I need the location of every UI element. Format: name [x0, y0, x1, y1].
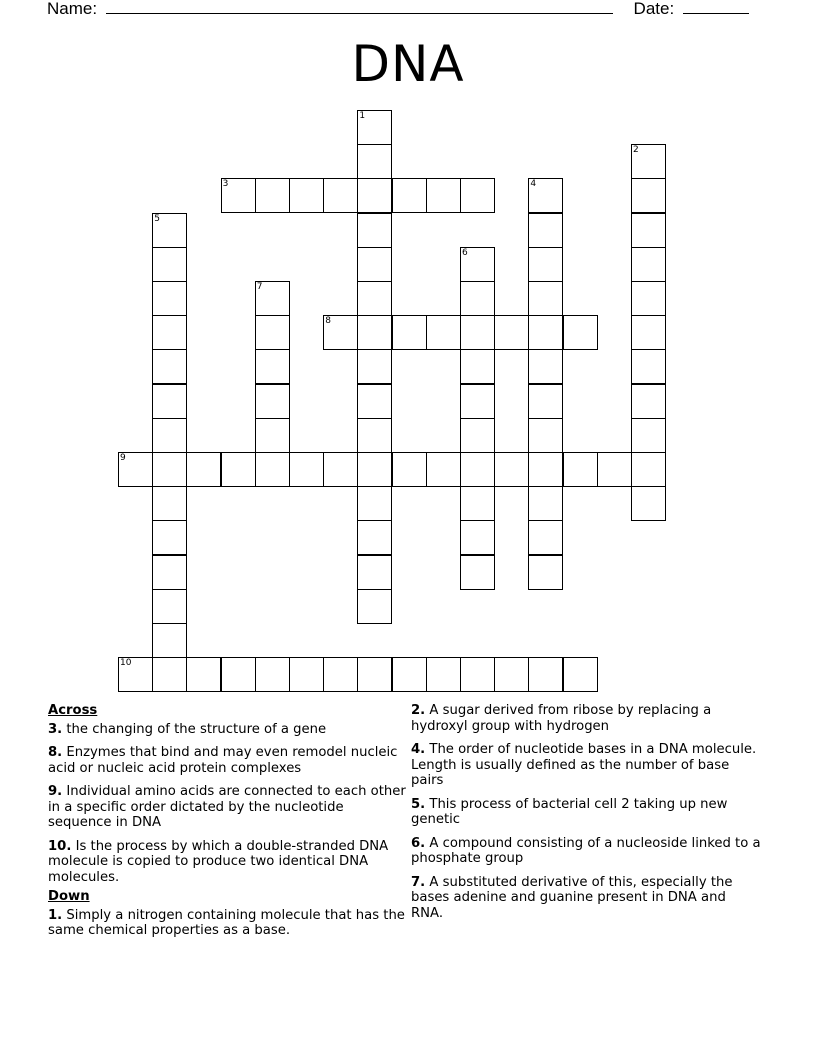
clue-across-8: 8. Enzymes that bind and may even remodel nucleic acid or nucleic acid protein complexes — [48, 745, 398, 776]
clue-number: 7 — [256, 282, 263, 292]
clue-down-2: 2. A sugar derived from ribose by replacing a hydroxyl group with hydrogen — [411, 703, 712, 734]
crossword-cell[interactable] — [426, 178, 461, 213]
crossword-cell[interactable] — [357, 452, 392, 487]
crossword-cell[interactable] — [528, 657, 563, 692]
crossword-cell[interactable] — [357, 555, 392, 590]
crossword-cell[interactable] — [357, 589, 392, 624]
crossword-cell[interactable] — [631, 281, 666, 316]
crossword-cell[interactable] — [563, 657, 598, 692]
crossword-cell[interactable] — [221, 452, 256, 487]
crossword-cell[interactable] — [323, 452, 358, 487]
crossword-cell[interactable] — [528, 349, 563, 384]
crossword-cell[interactable] — [152, 623, 187, 658]
date-label: Date: — [633, 0, 675, 18]
crossword-cell[interactable] — [255, 657, 290, 692]
clue-down-7: 7. A substituted derivative of this, especially the bases adenine and guanine present in DNA and RNA. — [411, 874, 733, 921]
name-label: Name: — [47, 0, 98, 18]
crossword-cell[interactable] — [460, 520, 495, 555]
crossword-cell[interactable] — [494, 657, 529, 692]
crossword-cell[interactable] — [152, 247, 187, 282]
clues-left-column — [48, 700, 408, 947]
clue-number: 2 — [633, 145, 639, 156]
crossword-cell[interactable] — [118, 657, 153, 692]
crossword-cell[interactable] — [631, 418, 666, 453]
crossword-cell[interactable] — [152, 452, 187, 487]
crossword-cell[interactable] — [221, 657, 256, 692]
crossword-cell[interactable] — [152, 418, 187, 453]
crossword-cell[interactable] — [255, 281, 290, 316]
crossword-cell[interactable] — [152, 384, 187, 419]
crossword-cell[interactable] — [357, 520, 392, 555]
crossword-cell[interactable] — [357, 281, 392, 316]
crossword-cell[interactable] — [563, 315, 598, 350]
clue-number: 5 — [154, 213, 160, 224]
crossword-cell[interactable] — [357, 178, 392, 213]
crossword-cell[interactable] — [323, 178, 358, 213]
crossword-cell[interactable] — [152, 281, 187, 316]
crossword-cell[interactable] — [426, 315, 461, 350]
crossword-cell[interactable] — [255, 384, 290, 419]
crossword-cell[interactable] — [460, 315, 495, 350]
clue-number: 8 — [325, 316, 331, 327]
crossword-cell[interactable] — [392, 315, 427, 350]
crossword-cell[interactable] — [631, 452, 666, 487]
crossword-cell[interactable] — [460, 657, 495, 692]
across-heading: Across — [48, 703, 98, 718]
clue-down-6: 6. A compound consisting of a nucleoside linked to a phosphate group — [411, 835, 761, 866]
crossword-cell[interactable] — [563, 452, 598, 487]
crossword-cell[interactable] — [357, 213, 392, 248]
crossword-cell[interactable] — [186, 657, 221, 692]
crossword-cell[interactable] — [289, 657, 324, 692]
crossword-cell[interactable] — [152, 520, 187, 555]
crossword-cell[interactable] — [357, 657, 392, 692]
crossword-cell[interactable] — [186, 452, 221, 487]
crossword-cell[interactable] — [528, 452, 563, 487]
crossword-cell[interactable] — [152, 315, 187, 350]
crossword-cell[interactable] — [152, 657, 187, 692]
crossword-cell[interactable] — [460, 178, 495, 213]
crossword-cell[interactable] — [528, 247, 563, 282]
crossword-cell[interactable] — [357, 144, 392, 179]
crossword-cell[interactable] — [255, 349, 290, 384]
crossword-cell[interactable] — [631, 178, 666, 213]
crossword-cell[interactable] — [152, 555, 187, 590]
crossword-cell[interactable] — [460, 418, 495, 453]
crossword-cell[interactable] — [528, 486, 563, 521]
crossword-cell[interactable] — [631, 349, 666, 384]
crossword-cell[interactable] — [152, 349, 187, 384]
crossword-cell[interactable] — [631, 315, 666, 350]
crossword-cell[interactable] — [357, 418, 392, 453]
crossword-cell[interactable] — [255, 178, 290, 213]
clue-down-5: 5. This process of bacterial cell 2 taking up new genetic — [411, 796, 728, 827]
clue-number: 4 — [530, 179, 537, 190]
crossword-cell[interactable] — [631, 247, 666, 282]
page-title: DNA — [351, 35, 465, 93]
clue-number: 6 — [462, 247, 468, 258]
crossword-cell[interactable] — [152, 213, 187, 248]
crossword-cell[interactable] — [528, 178, 563, 213]
crossword-cell[interactable] — [426, 657, 461, 692]
crossword-cell[interactable] — [289, 178, 324, 213]
crossword-cell[interactable] — [460, 486, 495, 521]
crossword-cell[interactable] — [392, 657, 427, 692]
crossword-cell[interactable] — [631, 213, 666, 248]
crossword-cell[interactable] — [528, 520, 563, 555]
crossword-cell[interactable] — [528, 418, 563, 453]
crossword-cell[interactable] — [357, 384, 392, 419]
crossword-cell[interactable] — [255, 452, 290, 487]
crossword-cell[interactable] — [323, 657, 358, 692]
crossword-cell[interactable] — [460, 452, 495, 487]
crossword-cell[interactable] — [528, 315, 563, 350]
crossword-cell[interactable] — [426, 452, 461, 487]
crossword-cell[interactable] — [357, 247, 392, 282]
crossword-cell[interactable] — [255, 315, 290, 350]
crossword-cell[interactable] — [528, 384, 563, 419]
crossword-cell[interactable] — [323, 315, 358, 350]
crossword-cell[interactable] — [494, 315, 529, 350]
crossword-cell[interactable] — [631, 144, 666, 179]
clue-across-10: 10. Is the process by which a double-stranded DNA molecule is copied to produce two identical DNA molecules. — [48, 838, 389, 885]
crossword-cell[interactable] — [255, 418, 290, 453]
crossword-cell[interactable] — [392, 178, 427, 213]
down-heading: Down — [48, 889, 90, 904]
clue-down-4: 4. The order of nucleotide bases in a DNA molecule. Length is usually defined as the number of base pairs — [411, 742, 757, 788]
clue-across-9: 9. Individual amino acids are connected to each other in a specific order dictated by the nucleotide sequence in DNA — [48, 784, 406, 830]
crossword-cell[interactable] — [631, 486, 666, 521]
crossword-cell[interactable] — [392, 452, 427, 487]
crossword-cell[interactable] — [631, 384, 666, 419]
crossword-cell[interactable] — [528, 281, 563, 316]
crossword-cell[interactable] — [221, 178, 256, 213]
crossword-cell[interactable] — [528, 213, 563, 248]
crossword-cell[interactable] — [494, 452, 529, 487]
clue-down-1: 1. Simply a nitrogen containing molecule that has the same chemical properties as a base. — [48, 907, 405, 938]
clue-number: 1 — [359, 111, 366, 121]
crossword-cell[interactable] — [152, 486, 187, 521]
clue-number: 3 — [222, 179, 229, 190]
crossword-cell[interactable] — [357, 486, 392, 521]
crossword-cell[interactable] — [357, 349, 392, 384]
crossword-cell[interactable] — [460, 384, 495, 419]
clue-number: 10 — [120, 658, 132, 669]
crossword-cell[interactable] — [357, 315, 392, 350]
clue-across-3: 3. the changing of the structure of a gene — [48, 721, 327, 737]
crossword-cell[interactable] — [152, 589, 187, 624]
clues-right-column — [411, 703, 761, 929]
crossword-cell[interactable] — [597, 452, 632, 487]
crossword-cell[interactable] — [460, 349, 495, 384]
crossword-cell[interactable] — [357, 110, 392, 145]
crossword-cell[interactable] — [289, 452, 324, 487]
crossword-cell[interactable] — [118, 452, 153, 487]
crossword-cell[interactable] — [460, 247, 495, 282]
crossword-cell[interactable] — [528, 555, 563, 590]
crossword-cell[interactable] — [460, 281, 495, 316]
crossword-cell[interactable] — [460, 555, 495, 590]
clue-number: 9 — [120, 453, 126, 463]
